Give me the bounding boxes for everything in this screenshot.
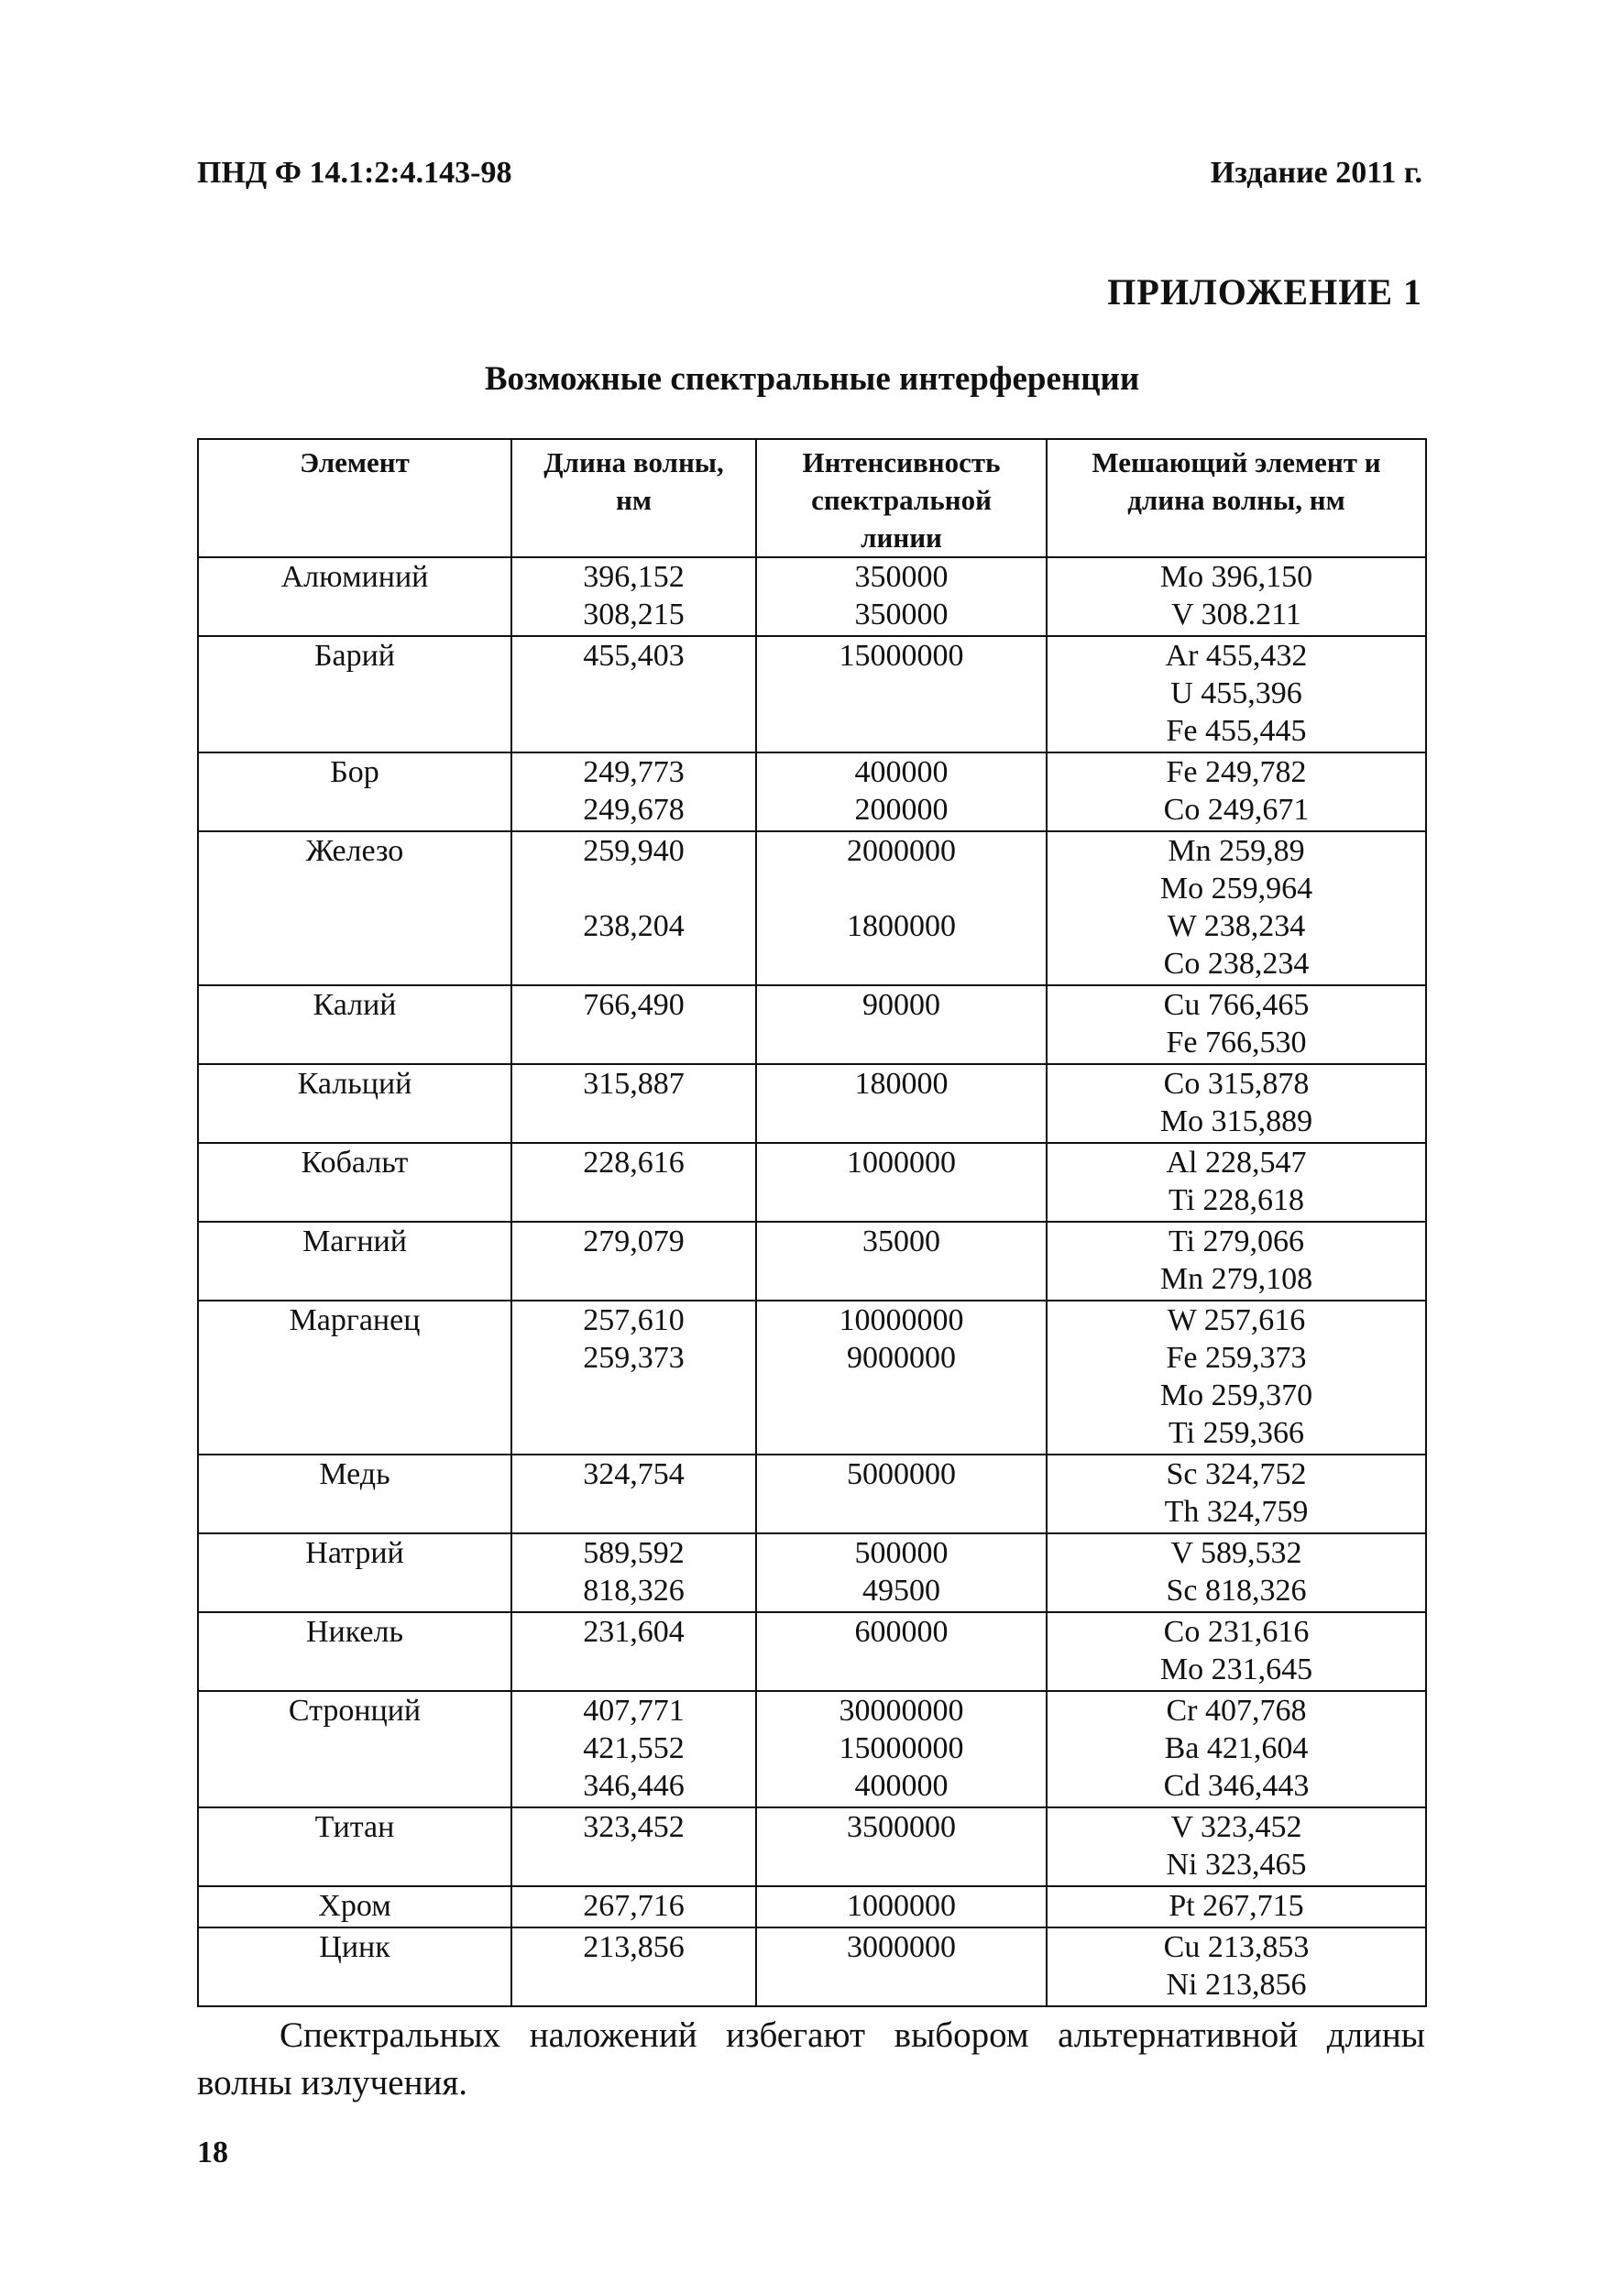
interference-value: Mo 315,889: [1159, 1104, 1313, 1138]
wavelength-value: 407,771: [583, 1694, 685, 1728]
column-header-interfering-element: [1047, 439, 1426, 557]
table-row: [198, 985, 1426, 1064]
intensity-value: 15000000: [839, 1731, 964, 1765]
interference-value: Cu 213,853: [1163, 1930, 1310, 1964]
wavelength-value: 324,754: [583, 1457, 685, 1491]
interference-value: Mn 259,89: [1168, 834, 1305, 868]
note-paragraph: Спектральных наложений избегают выбором альтернативной длины волны излучения.: [197, 2015, 1425, 2103]
interference-value: Mo 231,645: [1159, 1653, 1313, 1686]
table-header: [198, 439, 1426, 557]
wavelength-cell: [511, 1886, 756, 1927]
intensity-value: 350000: [854, 560, 949, 594]
element-cell: [198, 1455, 511, 1533]
intensity-value: 90000: [862, 988, 940, 1022]
intensity-value: 200000: [854, 793, 949, 827]
element-name: Магний: [302, 1224, 407, 1258]
intensity-value: 3500000: [847, 1810, 956, 1844]
intensity-value: 350000: [854, 598, 949, 631]
wavelength-cell: [511, 1064, 756, 1143]
intensity-cell: [756, 557, 1047, 636]
interference-value: Mo 259,964: [1159, 872, 1313, 906]
wavelength-value: 231,604: [583, 1615, 685, 1649]
intensity-cell: [756, 1612, 1047, 1691]
table-row: [198, 1533, 1426, 1612]
wavelength-value: 249,773: [583, 755, 685, 789]
table-row: [198, 1612, 1426, 1691]
wavelength-cell: [511, 1612, 756, 1691]
element-name: Медь: [319, 1457, 390, 1491]
interference-cell: [1047, 1143, 1426, 1222]
wavelength-cell: [511, 1301, 756, 1455]
interference-value: Ni 213,856: [1166, 1968, 1307, 2002]
wavelength-value: 346,446: [583, 1769, 685, 1803]
interference-value: Mn 279,108: [1159, 1262, 1313, 1296]
interference-value: W 238,234: [1167, 909, 1306, 943]
column-header-text: линии: [861, 522, 942, 554]
column-header-text: нм: [616, 484, 652, 516]
element-name: Барий: [313, 639, 395, 673]
wavelength-value: 308,215: [583, 598, 685, 631]
column-header-wavelength: [511, 439, 756, 557]
table-header-row: [198, 439, 1426, 557]
intensity-value: 30000000: [839, 1694, 964, 1728]
interference-value: Pt 267,715: [1169, 1889, 1304, 1923]
interference-cell: [1047, 752, 1426, 831]
intensity-value: 9000000: [847, 1341, 956, 1375]
wavelength-value: 267,716: [583, 1889, 685, 1923]
wavelength-cell: [511, 752, 756, 831]
table-title: Возможные спектральные интерференции: [484, 360, 1140, 398]
wavelength-cell: [511, 1455, 756, 1533]
element-cell: [198, 1533, 511, 1612]
intensity-value: 600000: [854, 1615, 949, 1649]
intensity-value: 180000: [854, 1067, 949, 1101]
column-header-text: длина волны, нм: [1127, 484, 1345, 516]
intensity-value: 10000000: [839, 1303, 964, 1337]
column-header-text: Элемент: [300, 446, 410, 478]
column-header-text: Интенсивность: [802, 446, 1001, 478]
wavelength-cell: [511, 1927, 756, 2006]
interference-value: Mo 259,370: [1159, 1378, 1313, 1412]
interference-value: Sc 818,326: [1166, 1574, 1307, 1608]
interference-cell: [1047, 1807, 1426, 1886]
wavelength-cell: [511, 985, 756, 1064]
interference-value: Sc 324,752: [1166, 1457, 1307, 1491]
intensity-cell: [756, 1301, 1047, 1455]
wavelength-value: 323,452: [583, 1810, 685, 1844]
column-header-text: Длина волны,: [543, 446, 724, 478]
element-cell: [198, 1886, 511, 1927]
wavelength-value: 421,552: [583, 1731, 685, 1765]
intensity-value: 2000000: [847, 834, 956, 868]
intensity-cell: [756, 831, 1047, 985]
interference-value: Co 315,878: [1163, 1067, 1310, 1101]
appendix-label: ПРИЛОЖЕНИЕ 1: [1107, 271, 1422, 313]
element-name: Титан: [314, 1810, 395, 1844]
spectral-interference-table: [197, 438, 1427, 2007]
intensity-value: 500000: [854, 1536, 949, 1570]
interference-value: Cd 346,443: [1163, 1769, 1310, 1803]
intensity-cell: [756, 1807, 1047, 1886]
wavelength-cell: [511, 831, 756, 985]
intensity-cell: [756, 1064, 1047, 1143]
wavelength-value: 279,079: [583, 1224, 685, 1258]
interference-cell: [1047, 1927, 1426, 2006]
interference-value: V 308.211: [1171, 598, 1301, 631]
interference-value: Fe 766,530: [1166, 1026, 1307, 1060]
wavelength-value: 315,887: [583, 1067, 685, 1101]
element-cell: [198, 1927, 511, 2006]
interference-cell: [1047, 985, 1426, 1064]
table-row: [198, 1455, 1426, 1533]
interference-value: U 455,396: [1170, 676, 1302, 710]
intensity-value: 400000: [854, 755, 949, 789]
table-row: [198, 831, 1426, 985]
element-name: Марганец: [289, 1303, 421, 1337]
intensity-cell: [756, 1691, 1047, 1807]
wavelength-value: 766,490: [583, 988, 685, 1022]
table-row: [198, 1886, 1426, 1927]
wavelength-value: 228,616: [583, 1146, 685, 1180]
interference-cell: [1047, 831, 1426, 985]
interference-value: Ti 279,066: [1168, 1224, 1305, 1258]
element-name: Кобальт: [301, 1146, 409, 1180]
intensity-value: 35000: [862, 1224, 940, 1258]
interference-value: V 589,532: [1170, 1536, 1302, 1570]
wavelength-value: 259,940: [583, 834, 685, 868]
wavelength-cell: [511, 636, 756, 752]
column-header-text: Мешающий элемент и: [1092, 446, 1381, 478]
intensity-value: 15000000: [839, 639, 964, 673]
intensity-value: 1800000: [847, 909, 956, 943]
table-row: [198, 1064, 1426, 1143]
wavelength-value: [516, 870, 752, 907]
wavelength-value: 257,610: [583, 1303, 685, 1337]
wavelength-cell: [511, 557, 756, 636]
wavelength-value: 589,592: [583, 1536, 685, 1570]
interference-value: Fe 249,782: [1166, 755, 1307, 789]
element-cell: [198, 752, 511, 831]
intensity-cell: [756, 636, 1047, 752]
interference-value: Cu 766,465: [1163, 988, 1310, 1022]
interference-cell: [1047, 1612, 1426, 1691]
element-name: Цинк: [319, 1930, 390, 1964]
intensity-cell: [756, 752, 1047, 831]
table-row: [198, 636, 1426, 752]
table-row: [198, 1301, 1426, 1455]
element-name: Хром: [318, 1889, 391, 1923]
wavelength-value: 455,403: [583, 639, 685, 673]
table-row: [198, 1927, 1426, 2006]
column-header-element: [198, 439, 511, 557]
interference-value: Fe 455,445: [1166, 714, 1307, 748]
intensity-value: 49500: [862, 1574, 940, 1608]
wavelength-value: 818,326: [583, 1574, 685, 1608]
element-cell: [198, 636, 511, 752]
interference-value: Al 228,547: [1166, 1146, 1307, 1180]
table-row: [198, 752, 1426, 831]
element-cell: [198, 1301, 511, 1455]
wavelength-value: 396,152: [583, 560, 685, 594]
interference-value: Ti 228,618: [1168, 1183, 1305, 1217]
wavelength-value: 259,373: [583, 1341, 685, 1375]
intensity-cell: [756, 1533, 1047, 1612]
element-cell: [198, 985, 511, 1064]
element-name: Бор: [330, 755, 379, 789]
column-header-intensity: [756, 439, 1047, 557]
element-name: Железо: [305, 834, 404, 868]
interference-value: Mo 396,150: [1159, 560, 1313, 594]
interference-value: Ar 455,432: [1165, 639, 1308, 673]
element-cell: [198, 1691, 511, 1807]
table-row: [198, 1691, 1426, 1807]
element-name: Калий: [313, 988, 397, 1022]
interference-value: Cr 407,768: [1166, 1694, 1307, 1728]
element-cell: [198, 557, 511, 636]
wavelength-value: 213,856: [583, 1930, 685, 1964]
wavelength-cell: [511, 1222, 756, 1301]
intensity-cell: [756, 985, 1047, 1064]
element-cell: [198, 1612, 511, 1691]
element-name: Натрий: [305, 1536, 404, 1570]
element-name: Никель: [306, 1615, 403, 1649]
table-row: [198, 1222, 1426, 1301]
wavelength-cell: [511, 1691, 756, 1807]
document-code: ПНД Ф 14.1:2:4.143-98: [197, 156, 512, 190]
interference-value: Ti 259,366: [1168, 1416, 1305, 1450]
interference-cell: [1047, 636, 1426, 752]
intensity-cell: [756, 1927, 1047, 2006]
intensity-value: 1000000: [847, 1146, 956, 1180]
interference-value: W 257,616: [1167, 1303, 1306, 1337]
interference-value: V 323,452: [1170, 1810, 1302, 1844]
interference-value: Co 238,234: [1163, 947, 1310, 981]
interference-cell: [1047, 1064, 1426, 1143]
table-body: [198, 557, 1426, 2006]
interference-value: Co 231,616: [1163, 1615, 1310, 1649]
element-cell: [198, 1222, 511, 1301]
intensity-cell: [756, 1455, 1047, 1533]
interference-cell: [1047, 1301, 1426, 1455]
element-name: Кальций: [297, 1067, 412, 1101]
interference-value: Co 249,671: [1163, 793, 1310, 827]
interference-value: Ba 421,604: [1164, 1731, 1309, 1765]
intensity-value: 400000: [854, 1769, 949, 1803]
intensity-cell: [756, 1143, 1047, 1222]
element-cell: [198, 1143, 511, 1222]
element-name: Алюминий: [280, 560, 429, 594]
edition-label: Издание 2011 г.: [1210, 156, 1422, 190]
table-row: [198, 1807, 1426, 1886]
element-cell: [198, 1064, 511, 1143]
element-cell: [198, 831, 511, 985]
intensity-cell: [756, 1886, 1047, 1927]
column-header-text: спектральной: [811, 484, 992, 516]
interference-value: Ni 323,465: [1166, 1848, 1307, 1882]
intensity-cell: [756, 1222, 1047, 1301]
element-name: Стронций: [288, 1694, 422, 1728]
wavelength-cell: [511, 1143, 756, 1222]
intensity-value: [761, 870, 1042, 907]
page-number: 18: [197, 2136, 228, 2169]
table-row: [198, 1143, 1426, 1222]
wavelength-cell: [511, 1807, 756, 1886]
interference-cell: [1047, 557, 1426, 636]
interference-cell: [1047, 1455, 1426, 1533]
wavelength-cell: [511, 1533, 756, 1612]
wavelength-value: 238,204: [583, 909, 685, 943]
wavelength-value: 249,678: [583, 793, 685, 827]
interference-cell: [1047, 1222, 1426, 1301]
element-cell: [198, 1807, 511, 1886]
intensity-value: 3000000: [847, 1930, 956, 1964]
intensity-value: 1000000: [847, 1889, 956, 1923]
interference-value: Th 324,759: [1164, 1495, 1309, 1529]
interference-value: Fe 259,373: [1166, 1341, 1307, 1375]
interference-cell: [1047, 1691, 1426, 1807]
interference-cell: [1047, 1533, 1426, 1612]
table-row: [198, 557, 1426, 636]
intensity-value: 5000000: [847, 1457, 956, 1491]
interference-cell: [1047, 1886, 1426, 1927]
